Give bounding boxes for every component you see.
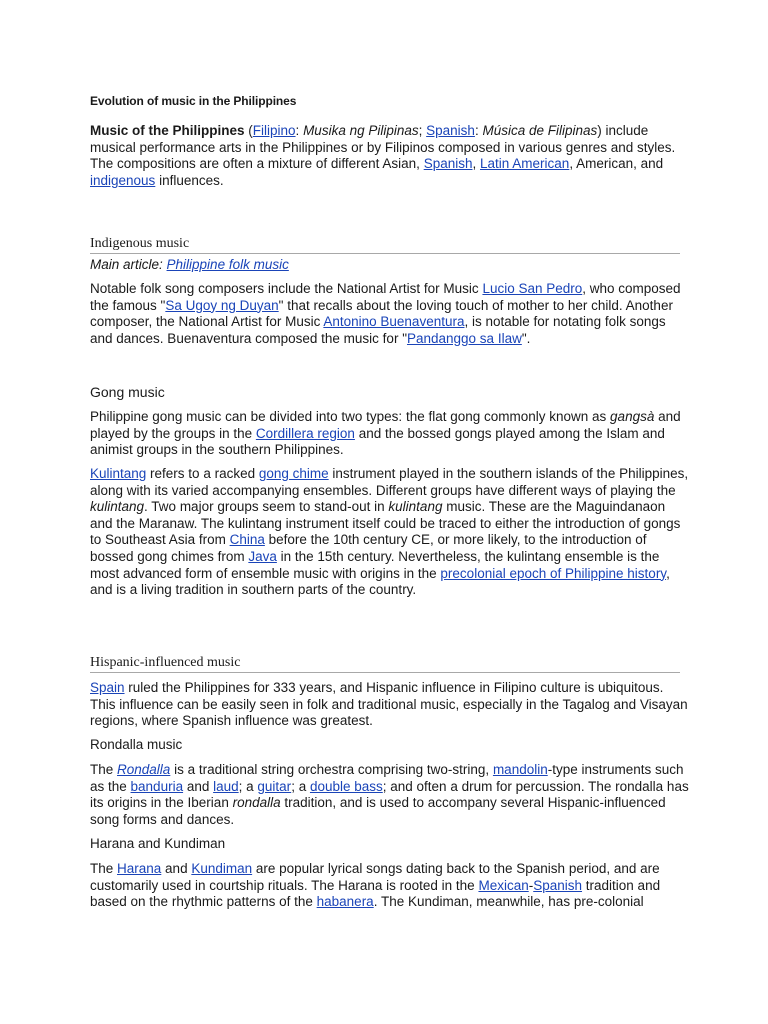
precolonial-epoch-link[interactable]: precolonial epoch of Philippine history (440, 565, 667, 581)
gong-music-heading: Gong music (90, 384, 165, 400)
habanera-link[interactable]: habanera (316, 894, 374, 910)
intro-paragraph: Music of the Philippines (Filipino: Musika ng Pilipinas; Spanish: Música de Filipinas) include musical performance arts in the Philippines or by Filipinos composed in various genres and styles. The compositions are often a mixture of different Asian, Spanish, Latin American, American, and indigenous influences. (90, 123, 676, 188)
spanish-link[interactable]: Spanish (426, 123, 475, 138)
lucio-san-pedro-link[interactable]: Lucio San Pedro (482, 281, 583, 296)
main-article-note: Main article: Philippine folk music (90, 257, 289, 272)
hispanic-paragraph: Spain ruled the Philippines for 333 years, and Hispanic influence in Filipino culture is ubiquitous. This influence can be easily seen in folk and traditional music, especially in the Tagalog and Visayan regions, where Spanish influence was greatest. (90, 680, 688, 729)
hispanic-music-heading: Hispanic-influenced music (90, 655, 680, 673)
gong-paragraph-1: Philippine gong music can be divided into two types: the flat gong commonly known as gangsà and played by the groups in the Cordillera region and the bossed gongs played among the Islam and animist groups in the southern Philippines. (90, 409, 681, 458)
mandolin-link[interactable]: mandolin (492, 762, 548, 777)
china-link[interactable]: China (229, 532, 265, 548)
pandanggo-sa-ilaw-link[interactable]: Pandanggo sa Ilaw (406, 330, 522, 346)
spain-link[interactable]: Spain (90, 680, 125, 695)
rondalla-paragraph: The Rondalla is a traditional string orchestra comprising two-string, mandolin-type instruments such as the banduria and laud; a guitar; a double bass; and often a drum for percussion. The rondalla has its origins in the Iberian rondalla tradition, and is used to accompany several Hispanic-influenced song forms and dances. (90, 762, 689, 827)
latin-american-link[interactable]: Latin American (480, 156, 570, 172)
philippine-folk-music-link[interactable]: Philippine folk music (166, 257, 289, 272)
kulintang-link[interactable]: Kulintang (90, 466, 147, 481)
double-bass-link[interactable]: double bass (309, 778, 383, 794)
gong-chime-link[interactable]: gong chime (258, 466, 329, 481)
indigenous-music-heading: Indigenous music (90, 236, 680, 254)
antonino-buenaventura-link[interactable]: Antonino Buenaventura (323, 314, 465, 330)
cordillera-region-link[interactable]: Cordillera region (255, 425, 355, 441)
java-link[interactable]: Java (248, 548, 277, 564)
sa-ugoy-ng-duyan-link[interactable]: Sa Ugoy ng Duyan (165, 297, 279, 313)
spanish-tradition-link[interactable]: Spanish (533, 877, 583, 893)
indigenous-paragraph: Notable folk song composers include the National Artist for Music Lucio San Pedro, who composed the famous "Sa Ugoy ng Duyan" that recalls about the loving touch of mother to her child. Another composer, the National Artist for Music Antonino Buenaventura, is notable for notating folk songs and dances. Buenaventura composed the music for "Pandanggo sa Ilaw". (90, 281, 681, 346)
rondalla-link[interactable]: Rondalla (117, 762, 171, 777)
harana-paragraph: The Harana and Kundiman are popular lyrical songs dating back to the Spanish period, and are customarily used in courtship rituals. The Harana is rooted in the Mexican-Spanish tradition and based on the rhythmic patterns of the habanera. The Kundiman, meanwhile, has pre-colonial (90, 861, 661, 910)
laud-link[interactable]: laud (213, 778, 239, 794)
indigenous-link[interactable]: indigenous (90, 172, 156, 188)
gong-paragraph-2: Kulintang refers to a racked gong chime instrument played in the southern islands of the Philippines, along with its varied accompanying ensembles. Different groups have different ways of playing the kulintang. Two major groups seem to stand-out in kulintang music. These are the Maguindanaon and the Maranaw. The kulintang instrument itself could be traced to either the introduction of gongs to Southeast Asia from China before the 10th century CE, or more likely, to the introduction of bossed gong chimes from Java in the 15th century. Nevertheless, the kulintang ensemble is the most advanced form of ensemble music with origins in the precolonial epoch of Philippine history, and is a living tradition in southern parts of the country. (90, 466, 689, 598)
intro-term: Music of the Philippines (90, 123, 245, 138)
mexican-link[interactable]: Mexican (478, 877, 529, 893)
guitar-link[interactable]: guitar (257, 778, 292, 794)
harana-link[interactable]: Harana (117, 861, 162, 876)
banduria-link[interactable]: banduria (130, 778, 184, 794)
harana-kundiman-heading: Harana and Kundiman (90, 836, 226, 851)
rondalla-music-heading: Rondalla music (90, 737, 183, 752)
spanish-link-2[interactable]: Spanish (423, 156, 473, 172)
document-title: Evolution of music in the Philippines (90, 94, 297, 108)
kundiman-link[interactable]: Kundiman (191, 861, 253, 876)
filipino-link[interactable]: Filipino (252, 123, 296, 138)
